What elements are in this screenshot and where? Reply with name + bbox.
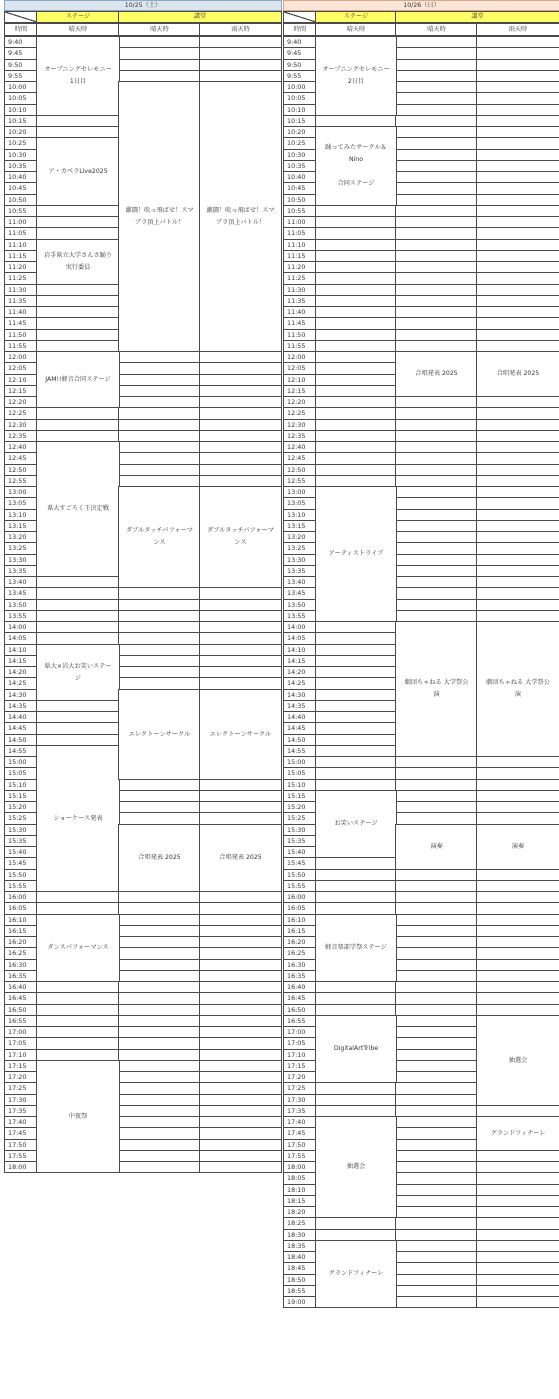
time-cell: 17:40 (4, 1116, 38, 1128)
time-cell: 17:00 (283, 1026, 317, 1038)
time-cell: 12:20 (4, 396, 38, 408)
time-cell: 14:25 (4, 677, 38, 690)
time-cell: 12:35 (283, 430, 317, 442)
time-cell: 12:20 (283, 396, 317, 408)
time-cell: 11:35 (283, 295, 317, 307)
time-cell: 10:55 (4, 205, 38, 217)
time-cell: 12:25 (4, 407, 38, 420)
time-cell: 14:40 (4, 711, 38, 723)
time-cell: 10:10 (283, 104, 317, 116)
event-finale-rain: グランドフィナーレ (476, 1116, 559, 1151)
event-zenyasai: 中夜祭 (36, 1060, 120, 1173)
event-lottery-rain: 抽選会 (476, 1015, 559, 1106)
time-cell: 16:45 (4, 992, 38, 1005)
time-cell: 10:40 (283, 171, 317, 183)
time-cell: 13:35 (4, 565, 38, 577)
time-cell: 17:05 (283, 1037, 317, 1050)
time-cell: 13:40 (283, 576, 317, 588)
event-doubletouch-fair: ダブルタッチパフォーマ ンス (118, 486, 201, 588)
day2-col-auditorium-fair: 晴天時 (395, 23, 478, 36)
event-chorus-fair: 合唱発表 2025 (395, 351, 478, 397)
time-cell: 9:40 (283, 36, 317, 48)
time-cell: 17:30 (283, 1094, 317, 1106)
time-cell: 12:45 (4, 452, 38, 465)
event-keishoku: 軽音楽部学祭ステージ (315, 914, 397, 982)
time-cell: 15:25 (4, 812, 38, 825)
time-cell: 16:35 (4, 970, 38, 982)
time-cell: 10:30 (4, 149, 38, 161)
time-cell: 17:55 (4, 1150, 38, 1162)
time-cell: 15:05 (4, 767, 38, 780)
time-cell: 17:50 (4, 1139, 38, 1151)
time-cell: 16:00 (283, 891, 317, 903)
day1-col-time: 時間 (4, 23, 38, 36)
time-cell: 14:45 (4, 722, 38, 735)
event-ensou-fair: 演奏 (395, 824, 478, 870)
time-cell: 16:50 (283, 1004, 317, 1016)
time-cell: 12:10 (4, 374, 38, 386)
time-cell: 12:25 (283, 407, 317, 420)
event-opening: オープニングセレモニー 2日目 (315, 36, 397, 116)
time-cell: 17:20 (283, 1071, 317, 1083)
time-cell: 15:40 (4, 846, 38, 858)
time-cell: 18:40 (283, 1251, 317, 1263)
day1-auditorium-header: 講堂 (118, 11, 282, 23)
event-dance: ダンスパフォーマンス (36, 914, 120, 982)
time-cell: 15:00 (283, 756, 317, 768)
time-cell: 10:20 (4, 126, 38, 138)
time-cell: 12:35 (4, 430, 38, 442)
time-cell: 11:30 (283, 284, 317, 296)
time-cell: 11:15 (4, 250, 38, 262)
time-cell: 15:50 (283, 869, 317, 881)
time-cell: 10:10 (4, 104, 38, 116)
time-cell: 10:05 (4, 92, 38, 105)
time-cell: 12:45 (283, 452, 317, 465)
time-cell: 13:10 (4, 509, 38, 521)
time-cell: 17:40 (283, 1116, 317, 1128)
time-cell: 18:55 (283, 1285, 317, 1297)
time-cell: 16:25 (283, 947, 317, 960)
time-cell: 10:55 (283, 205, 317, 217)
time-cell: 15:15 (4, 790, 38, 802)
time-cell: 16:15 (283, 925, 317, 937)
time-cell: 12:30 (4, 419, 38, 431)
time-cell: 14:10 (283, 644, 317, 656)
day2-col-time: 時間 (283, 23, 317, 36)
time-cell: 9:55 (4, 70, 38, 82)
time-cell: 13:05 (283, 497, 317, 510)
time-cell: 13:15 (4, 520, 38, 532)
time-cell: 13:50 (4, 599, 38, 611)
time-cell: 17:15 (283, 1060, 317, 1072)
time-cell: 16:10 (283, 914, 317, 926)
time-cell: 15:20 (283, 801, 317, 813)
time-cell: 13:45 (283, 587, 317, 600)
day2-auditorium-header: 講堂 (395, 11, 559, 23)
time-cell: 15:50 (4, 869, 38, 881)
time-cell: 16:15 (4, 925, 38, 937)
time-cell: 14:35 (4, 700, 38, 712)
time-cell: 14:50 (4, 734, 38, 746)
time-cell: 11:45 (283, 317, 317, 330)
time-cell: 11:05 (4, 227, 38, 240)
time-cell: 12:10 (283, 374, 317, 386)
time-cell: 10:00 (283, 81, 317, 93)
time-cell: 16:20 (4, 936, 38, 948)
event-artist: アーティストライブ (315, 486, 397, 622)
event-opening: オープニングセレモニー 1日目 (36, 36, 120, 116)
time-cell: 11:00 (4, 216, 38, 228)
time-cell: 15:55 (283, 880, 317, 892)
time-cell: 14:25 (283, 677, 317, 690)
time-cell: 13:20 (283, 531, 317, 543)
time-cell: 9:50 (4, 59, 38, 71)
time-cell: 10:50 (4, 194, 38, 206)
event-acappella: ア・カペラLive2025 (36, 137, 120, 206)
time-cell: 11:20 (283, 261, 317, 273)
time-cell: 14:40 (283, 711, 317, 723)
time-cell: 17:10 (283, 1049, 317, 1061)
time-cell: 10:45 (4, 182, 38, 195)
day1-col-auditorium-rain: 雨天時 (199, 23, 282, 36)
time-cell: 12:55 (4, 475, 38, 487)
time-cell: 12:05 (283, 362, 317, 375)
event-owarai: お笑いステージ (315, 790, 397, 858)
time-cell: 15:45 (283, 857, 317, 870)
time-cell: 12:40 (4, 441, 38, 453)
time-cell: 15:10 (283, 779, 317, 791)
time-cell: 14:05 (283, 632, 317, 645)
time-cell: 15:35 (4, 835, 38, 847)
time-cell: 16:20 (283, 936, 317, 948)
time-cell: 15:05 (283, 767, 317, 780)
time-cell: 13:50 (283, 599, 317, 611)
time-cell: 10:45 (283, 182, 317, 195)
time-cell: 18:00 (283, 1161, 317, 1173)
time-cell: 15:40 (283, 846, 317, 858)
event-chorus-rain: 合唱発表 2025 (476, 351, 559, 397)
time-cell: 13:00 (4, 486, 38, 498)
time-cell: 13:30 (4, 554, 38, 566)
time-cell: 18:10 (283, 1184, 317, 1196)
time-cell: 10:25 (4, 137, 38, 150)
time-cell: 15:45 (4, 857, 38, 870)
time-cell: 10:30 (283, 149, 317, 161)
time-cell: 16:25 (4, 947, 38, 960)
time-cell: 13:30 (283, 554, 317, 566)
time-cell: 15:30 (283, 824, 317, 836)
time-cell: 16:55 (283, 1015, 317, 1027)
time-cell: 12:40 (283, 441, 317, 453)
time-cell: 16:30 (4, 959, 38, 971)
time-cell: 10:35 (283, 160, 317, 172)
time-cell: 10:35 (4, 160, 38, 172)
time-cell: 12:15 (283, 385, 317, 397)
time-cell: 11:35 (4, 295, 38, 307)
time-cell: 13:25 (283, 542, 317, 555)
event-sansa: 岩手県立大学さんさ踊り 実行委員 (36, 239, 120, 285)
time-cell: 16:50 (4, 1004, 38, 1016)
time-cell: 14:00 (4, 621, 38, 633)
event-smash-rain: 激闘！吹っ飛ばせ！スマ ブラ頂上バトル！ (199, 81, 282, 352)
time-cell: 14:55 (4, 745, 38, 757)
time-cell: 16:35 (283, 970, 317, 982)
time-cell: 11:30 (4, 284, 38, 296)
time-cell: 13:05 (4, 497, 38, 510)
time-cell: 17:45 (4, 1127, 38, 1140)
time-cell: 14:30 (4, 689, 38, 701)
time-cell: 10:50 (283, 194, 317, 206)
time-cell: 10:00 (4, 81, 38, 93)
time-cell: 15:15 (283, 790, 317, 802)
event-gekidan-fair: 劇団ちゃねる 大学祭公 演 (395, 621, 478, 757)
time-cell: 15:20 (4, 801, 38, 813)
day1-col-auditorium-fair: 晴天時 (118, 23, 201, 36)
time-cell: 14:30 (283, 689, 317, 701)
time-cell: 16:55 (4, 1015, 38, 1027)
time-cell: 18:30 (283, 1229, 317, 1241)
time-cell: 14:50 (283, 734, 317, 746)
time-cell: 13:35 (283, 565, 317, 577)
time-cell: 18:05 (283, 1172, 317, 1185)
time-cell: 12:00 (283, 351, 317, 363)
day2-corner-cell (283, 11, 317, 23)
time-cell: 14:00 (283, 621, 317, 633)
time-cell: 9:45 (4, 47, 38, 60)
time-cell: 15:00 (4, 756, 38, 768)
day2-date-header: 10/26（日） (283, 0, 559, 11)
time-cell: 11:40 (4, 306, 38, 318)
time-cell: 17:00 (4, 1026, 38, 1038)
time-cell: 16:30 (283, 959, 317, 971)
time-cell: 18:25 (283, 1217, 317, 1230)
time-cell: 13:20 (4, 531, 38, 543)
time-cell: 13:55 (4, 610, 38, 622)
time-cell: 11:45 (4, 317, 38, 330)
time-cell: 18:35 (283, 1240, 317, 1252)
event-chorus-rain: 合唱発表 2025 (199, 824, 282, 892)
time-cell: 17:25 (4, 1082, 38, 1095)
time-cell: 14:10 (4, 644, 38, 656)
time-cell: 10:20 (283, 126, 317, 138)
time-cell: 14:55 (283, 745, 317, 757)
time-cell: 11:10 (283, 239, 317, 251)
time-cell: 10:25 (283, 137, 317, 150)
event-gekidan-rain: 劇団ちゃねる 大学祭公 演 (476, 621, 559, 757)
time-cell: 18:20 (283, 1206, 317, 1218)
event-lottery-stage: 抽選会 (315, 1116, 397, 1218)
time-cell: 11:00 (283, 216, 317, 228)
time-cell: 17:45 (283, 1127, 317, 1140)
time-cell: 11:25 (4, 272, 38, 285)
time-cell: 12:55 (283, 475, 317, 487)
event-doubletouch-rain: ダブルタッチパフォーマ ンス (199, 486, 282, 588)
event-odottemita: 踊ってみたサークル＆ Nino 合同ステージ (315, 126, 397, 206)
time-cell: 15:30 (4, 824, 38, 836)
time-cell: 17:30 (4, 1094, 38, 1106)
day1-col-stage-fair: 晴天時 (36, 23, 120, 36)
time-cell: 11:25 (283, 272, 317, 285)
time-cell: 11:50 (4, 329, 38, 341)
day2-stage-header: ステージ (315, 11, 397, 23)
time-cell: 16:40 (283, 981, 317, 993)
time-cell: 15:10 (4, 779, 38, 791)
event-electone-rain: エレクトーンサークル (199, 689, 282, 780)
time-cell: 17:20 (4, 1071, 38, 1083)
time-cell: 12:15 (4, 385, 38, 397)
event-finale-stage: グランドフィナーレ (315, 1240, 397, 1308)
time-cell: 12:50 (283, 464, 317, 476)
time-cell: 16:45 (283, 992, 317, 1005)
event-electone-fair: エレクトーンサークル (118, 689, 201, 780)
time-cell: 13:55 (283, 610, 317, 622)
day1-corner-cell (4, 11, 38, 23)
time-cell: 18:15 (283, 1195, 317, 1207)
day1-stage-header: ステージ (36, 11, 120, 23)
event-owarai: 県大×岩大お笑いステー ジ (36, 644, 120, 701)
event-smash-fair: 激闘！吹っ飛ばせ！スマ ブラ頂上バトル！ (118, 81, 201, 352)
time-cell: 16:40 (4, 981, 38, 993)
empty-slot (395, 1296, 478, 1308)
time-cell: 11:20 (4, 261, 38, 273)
time-cell: 17:35 (283, 1105, 317, 1117)
time-cell: 14:20 (283, 666, 317, 678)
time-cell: 18:00 (4, 1161, 38, 1173)
time-cell: 18:50 (283, 1274, 317, 1286)
time-cell: 9:45 (283, 47, 317, 60)
time-cell: 13:45 (4, 587, 38, 600)
time-cell: 13:25 (4, 542, 38, 555)
time-cell: 19:00 (283, 1296, 317, 1308)
time-cell: 17:25 (283, 1082, 317, 1095)
time-cell: 18:45 (283, 1262, 317, 1275)
time-cell: 12:30 (283, 419, 317, 431)
time-cell: 13:10 (283, 509, 317, 521)
time-cell: 14:35 (283, 700, 317, 712)
time-cell: 11:05 (283, 227, 317, 240)
event-chorus-fair: 合唱発表 2025 (118, 824, 201, 892)
time-cell: 15:55 (4, 880, 38, 892)
day1-date-header: 10/25（土） (4, 0, 282, 11)
event-digitalart: DigitalArtTribe (315, 1015, 397, 1083)
day2-col-stage-fair: 晴天時 (315, 23, 397, 36)
empty-slot (476, 1296, 559, 1308)
time-cell: 12:50 (4, 464, 38, 476)
time-cell: 12:05 (4, 362, 38, 375)
time-cell: 10:05 (283, 92, 317, 105)
time-cell: 11:15 (283, 250, 317, 262)
event-sugoroku: 県大すごろく王決定戦 (36, 441, 120, 577)
time-cell: 13:15 (283, 520, 317, 532)
event-showcase: ショーケース発表 (36, 745, 120, 892)
time-cell: 13:00 (283, 486, 317, 498)
time-cell: 16:05 (283, 902, 317, 915)
time-cell: 13:40 (4, 576, 38, 588)
time-cell: 14:05 (4, 632, 38, 645)
time-cell: 17:05 (4, 1037, 38, 1050)
event-jam: JAM!!軽音合同ステージ (36, 351, 120, 408)
time-cell: 11:40 (283, 306, 317, 318)
time-cell: 17:35 (4, 1105, 38, 1117)
time-cell: 14:20 (4, 666, 38, 678)
empty-slot (199, 1161, 282, 1173)
time-cell: 11:10 (4, 239, 38, 251)
time-cell: 9:40 (4, 36, 38, 48)
time-cell: 17:50 (283, 1139, 317, 1151)
time-cell: 16:10 (4, 914, 38, 926)
time-cell: 10:15 (4, 115, 38, 127)
time-cell: 9:50 (283, 59, 317, 71)
time-cell: 9:55 (283, 70, 317, 82)
event-ensou-rain: 演奏 (476, 824, 559, 870)
empty-slot (118, 1161, 201, 1173)
time-cell: 11:55 (283, 340, 317, 352)
time-cell: 17:10 (4, 1049, 38, 1061)
time-cell: 16:00 (4, 891, 38, 903)
day2-col-auditorium-rain: 雨天時 (476, 23, 559, 36)
time-cell: 12:00 (4, 351, 38, 363)
time-cell: 15:25 (283, 812, 317, 825)
time-cell: 17:55 (283, 1150, 317, 1162)
time-cell: 14:15 (283, 655, 317, 667)
time-cell: 15:35 (283, 835, 317, 847)
time-cell: 11:50 (283, 329, 317, 341)
time-cell: 16:05 (4, 902, 38, 915)
time-cell: 17:15 (4, 1060, 38, 1072)
time-cell: 10:15 (283, 115, 317, 127)
time-cell: 11:55 (4, 340, 38, 352)
time-cell: 14:15 (4, 655, 38, 667)
time-cell: 14:45 (283, 722, 317, 735)
time-cell: 10:40 (4, 171, 38, 183)
